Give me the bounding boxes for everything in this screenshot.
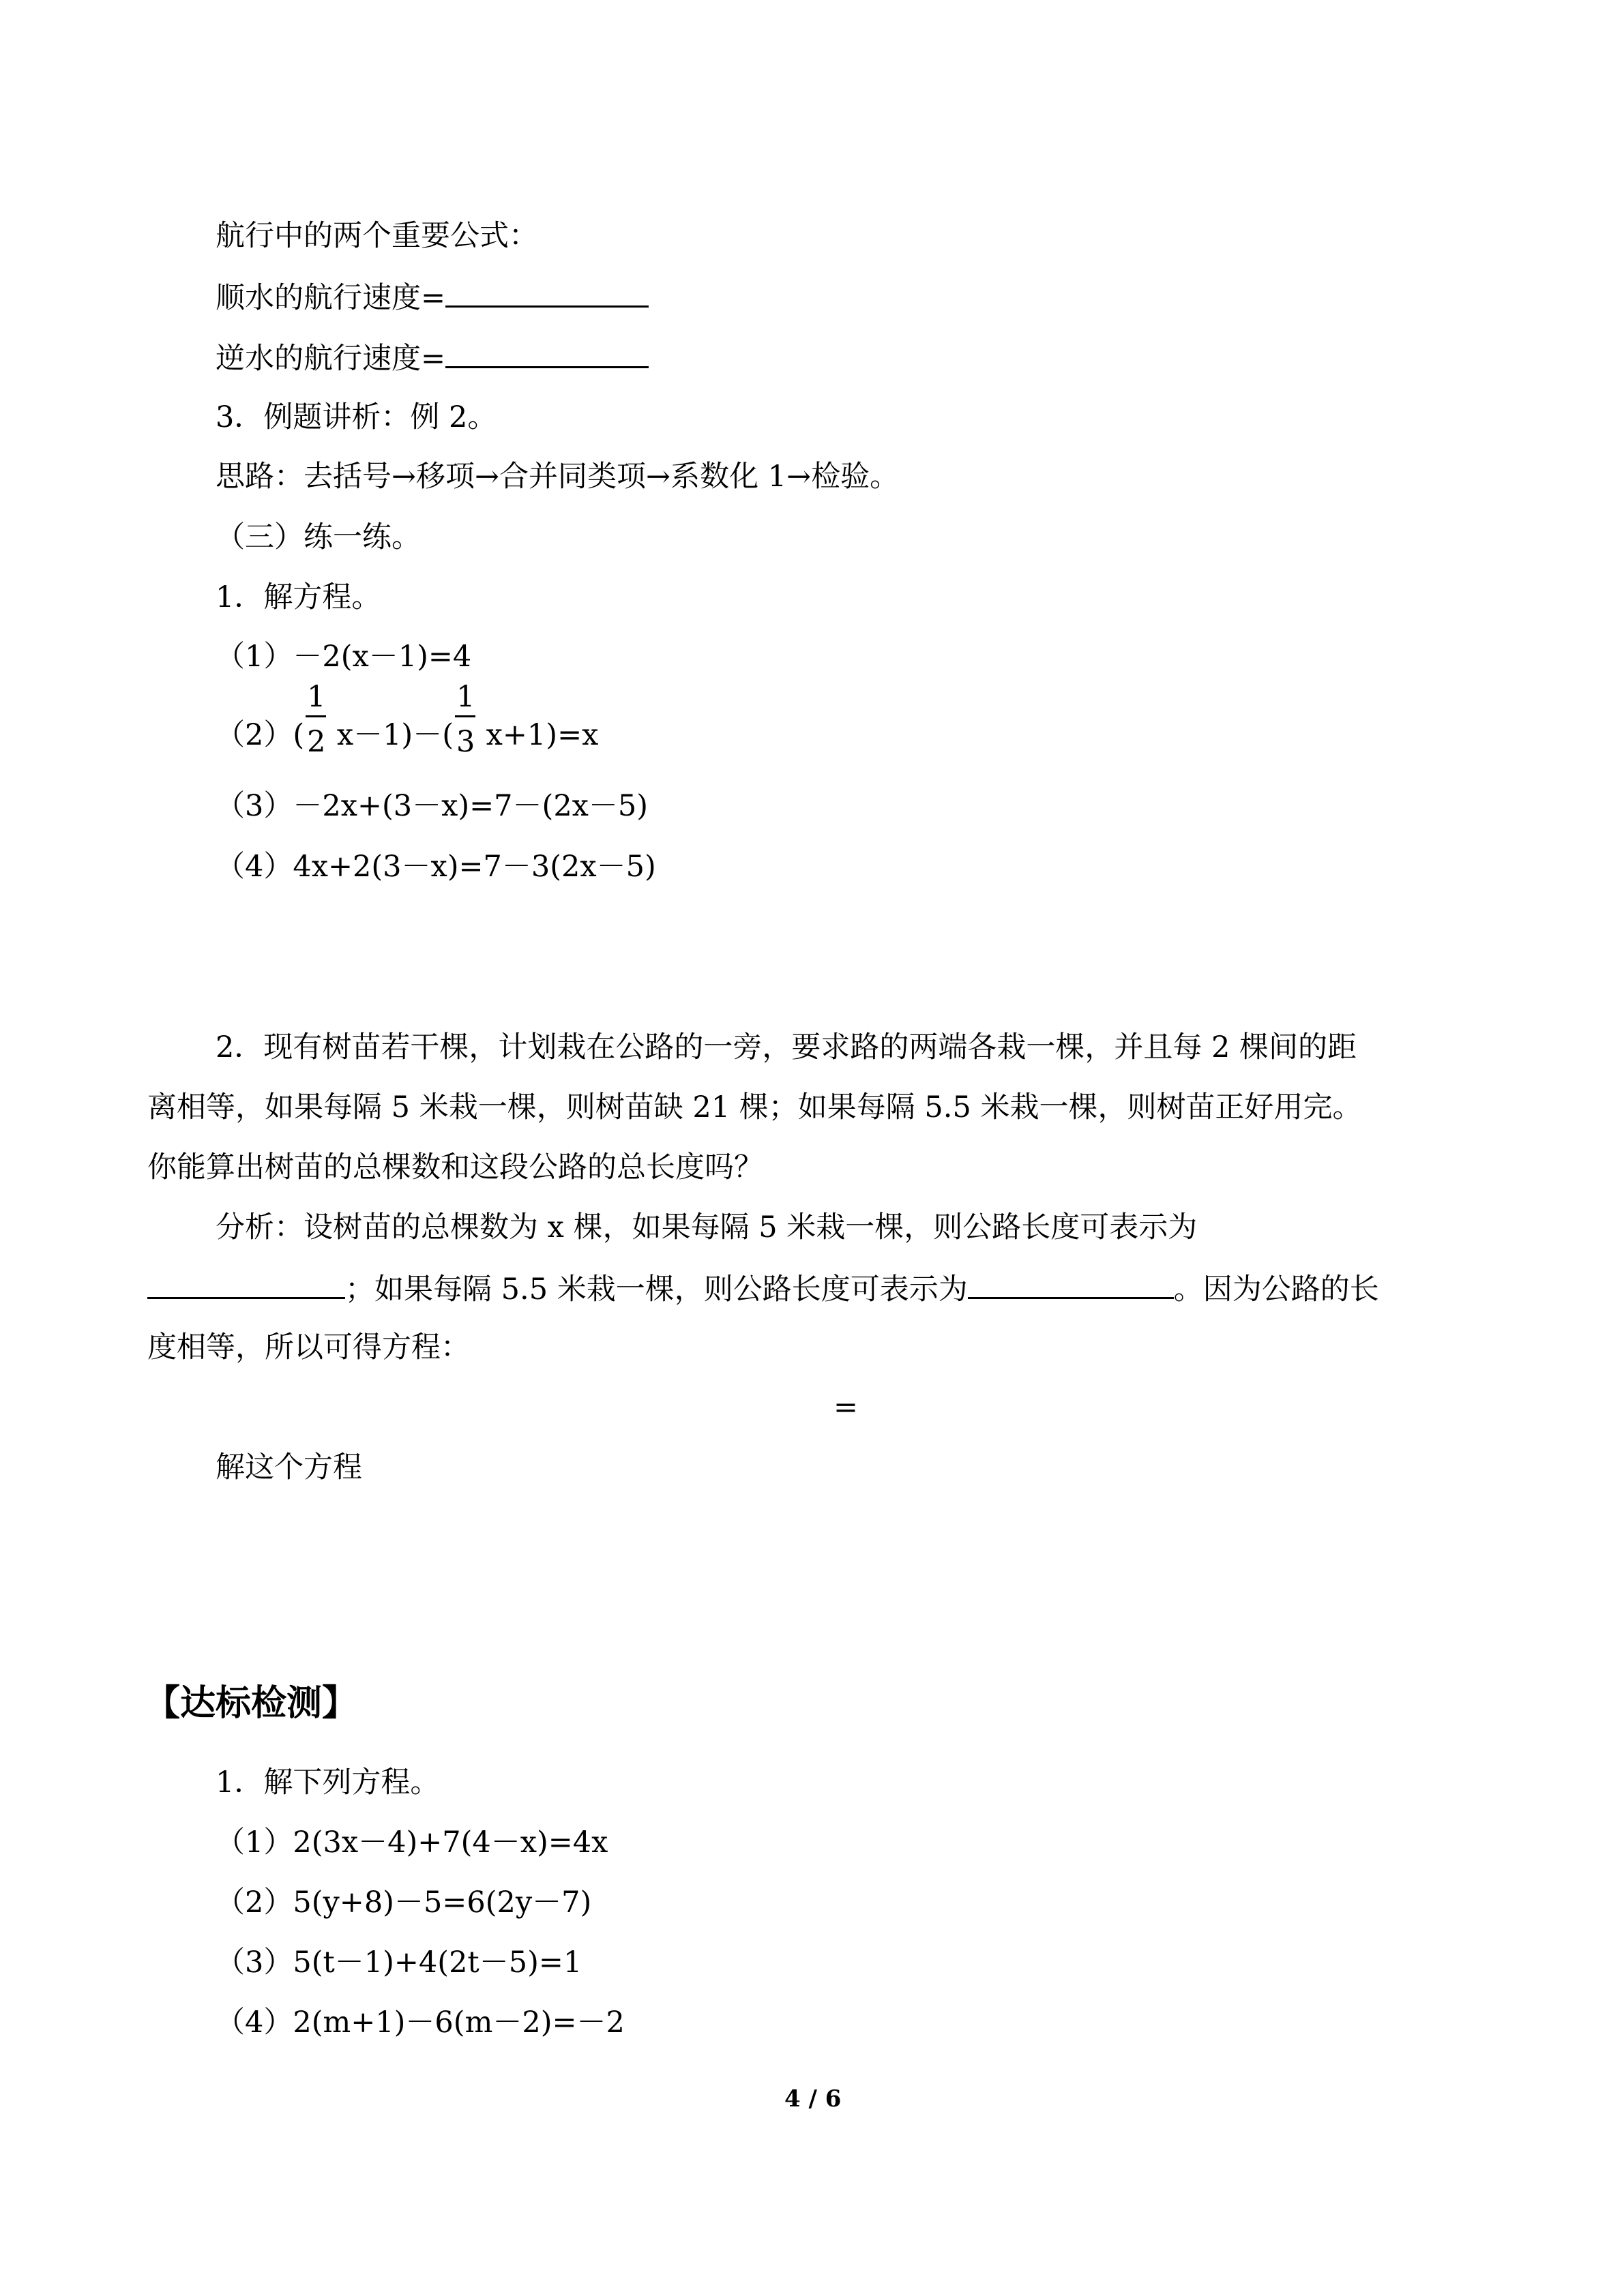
practice-title: （三）练一练。 — [216, 520, 421, 554]
problem2-line-2: 离相等，如果每隔 5 米栽一棵，则树苗缺 21 棵；如果每隔 5.5 米栽一棵，则树苗正好用完。 — [147, 1090, 1362, 1124]
assessment-equation-4: （4）2(m+1)－6(m－2)=－2 — [216, 2006, 625, 2040]
page-number: 4 / 6 — [784, 2085, 842, 2113]
practice-equation-3: （3）－2x+(3－x)=7－(2x－5) — [216, 789, 649, 823]
practice-equation-4: （4）4x+2(3－x)=7－3(2x－5) — [216, 850, 656, 884]
problem2-line-1: 2．现有树苗若干棵，计划栽在公路的一旁，要求路的两端各栽一棵，并且每 2 棵间的距 — [216, 1030, 1357, 1064]
practice-equation-2 — [216, 680, 599, 759]
equation-equals-sign: = — [833, 1390, 859, 1425]
fraction-2-denominator: 3 — [456, 725, 475, 759]
p2-prefix: （2）( — [216, 718, 305, 752]
assessment-equation-1: （1）2(3x－4)+7(4－x)=4x — [216, 1825, 608, 1860]
assessment-q1-title: 1．解下列方程。 — [216, 1765, 440, 1800]
analysis-line-3: 度相等，所以可得方程： — [147, 1330, 470, 1365]
downstream-speed-line — [216, 277, 649, 317]
downstream-speed-label: 顺水的航行速度= — [216, 281, 446, 315]
fraction-2-numerator: 1 — [456, 680, 475, 714]
length-expression-blank-1 — [147, 1268, 345, 1299]
analysis-line-2-end: 。因为公路的长 — [1173, 1272, 1379, 1307]
p2-suffix: x+1)=x — [486, 718, 599, 752]
example-line: 3．例题讲析：例 2。 — [216, 400, 497, 434]
upstream-speed-line — [216, 338, 649, 378]
analysis-line-1: 分析：设树苗的总棵数为 x 棵，如果每隔 5 米栽一棵，则公路长度可表示为 — [216, 1210, 1198, 1244]
fraction-1-denominator: 2 — [307, 725, 326, 759]
fraction-one-third — [454, 680, 477, 759]
fraction-2-bar — [455, 715, 475, 717]
length-expression-blank-2 — [968, 1268, 1174, 1299]
analysis-line-2 — [147, 1268, 1379, 1309]
approach-line: 思路：去括号→移项→合并同类项→系数化 1→检验。 — [216, 460, 900, 494]
problem2-line-3: 你能算出树苗的总棵数和这段公路的总长度吗？ — [147, 1150, 763, 1184]
practice-q1-title: 1．解方程。 — [216, 580, 381, 614]
practice-equation-1: （1）－2(x－1)=4 — [216, 640, 472, 674]
assessment-equation-3: （3）5(t－1)+4(2t－5)=1 — [216, 1945, 582, 1980]
solve-line: 解这个方程 — [216, 1450, 362, 1485]
assessment-equation-2: （2）5(y+8)－5=6(2y－7) — [216, 1885, 592, 1920]
fraction-1-numerator: 1 — [307, 680, 326, 714]
upstream-speed-label: 逆水的航行速度= — [216, 342, 446, 376]
p2-middle: x－1)－( — [336, 718, 454, 752]
analysis-line-2-middle: ；如果每隔 5.5 米栽一棵，则公路长度可表示为 — [345, 1272, 968, 1307]
assessment-heading: 【达标检测】 — [145, 1683, 358, 1724]
fraction-1-bar — [306, 715, 326, 717]
upstream-speed-blank — [445, 338, 649, 368]
fraction-one-half — [304, 680, 327, 759]
formulas-title: 航行中的两个重要公式： — [216, 219, 538, 253]
downstream-speed-blank — [445, 277, 649, 308]
